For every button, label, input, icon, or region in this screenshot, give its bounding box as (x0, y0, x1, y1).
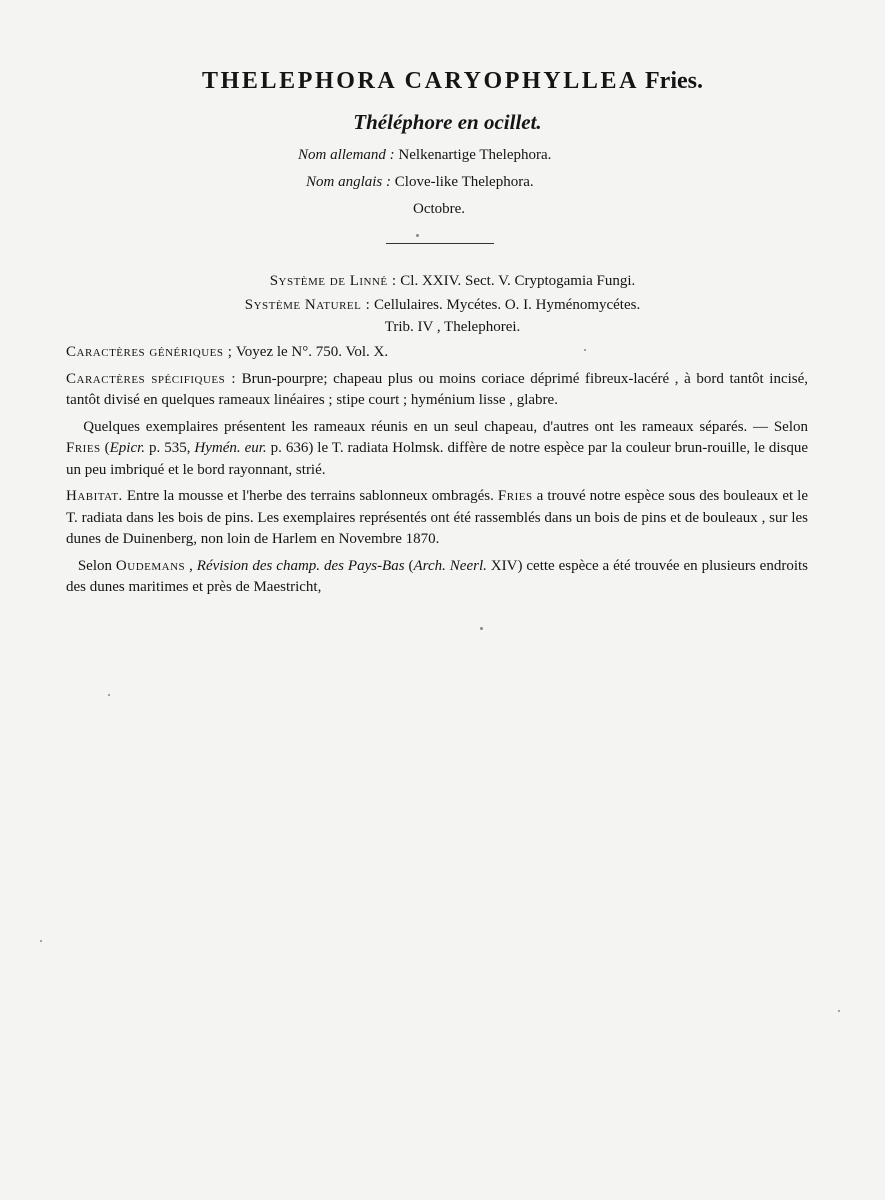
german-label: Nom allemand : (298, 147, 395, 163)
divider-rule (386, 243, 494, 244)
page-title (0, 68, 885, 95)
english-value: Clove-like Thelephora. (394, 174, 534, 190)
speck (416, 234, 419, 237)
habitat-text1: Entre la mousse et l'herbe des terrains sablonneux ombragés. (126, 488, 494, 504)
habitat-label: Habitat. (66, 488, 123, 504)
german-name-row (298, 147, 551, 164)
speck (40, 940, 42, 942)
species-name: THELEPHORA CARYOPHYLLEA (202, 68, 640, 94)
habitat-paragraph (66, 486, 808, 551)
specifiques-label: Caractères spécifiques : (66, 370, 237, 387)
p3-mid: p. 535, (145, 440, 195, 456)
natural-system-tribe: Trib. IV , Thelephorei. (384, 319, 521, 335)
speck (108, 694, 110, 696)
generiques-text: Voyez le N°. 750. Vol. X. (235, 344, 389, 360)
specifiques-text: Brun-pourpre; chapeau plus ou moins coriace déprimé fibreux-lacéré , à bord tantôt incisé, tantôt divisé en quelques rameaux linéaires ; stipe court ; hyménium lisse , glabre. (66, 370, 809, 408)
generic-characters (66, 342, 808, 364)
linne-value: Cl. XXIV. Sect. V. Cryptogamia Fungi. (400, 273, 636, 289)
french-name: Théléphore en ocillet. (353, 110, 542, 134)
linne-label: Système de Linné : (269, 273, 397, 289)
p3-rest: p. 636) le T. radiata Holmsk. diffère de notre espèce par la couleur brun-rouille, le disque un peu imbriqué et le bord rayonnant, strié. (66, 440, 809, 478)
p5-selon: Selon (77, 557, 112, 574)
description-body (66, 342, 808, 604)
naturel-label: Système Naturel : (244, 297, 371, 313)
german-value: Nelkenartige Thelephora. (398, 147, 552, 163)
distribution-paragraph (66, 556, 808, 599)
fries-ref: Fries (66, 440, 101, 456)
linne-system (0, 273, 885, 290)
comparison-paragraph (66, 417, 808, 482)
natural-system (0, 297, 885, 314)
speck (584, 349, 586, 351)
p5-comma: , (185, 557, 197, 574)
epicr-ref: Epicr. (109, 440, 146, 456)
specific-characters (66, 369, 808, 412)
arch-ref: Arch. Neerl. (413, 557, 487, 574)
p5-paren: ( (404, 557, 414, 574)
speck (838, 1010, 840, 1012)
author-name: Fries. (645, 68, 703, 94)
p5-rest: XIV) cette espèce a été trouvée en plusieurs endroits des dunes maritimes et près de Maestricht, (66, 557, 808, 595)
hymen-ref: Hymén. eur. (194, 440, 267, 456)
p3-text: Quelques exemplaires présentent les rameaux réunis en un seul chapeau, d'autres ont les rameaux séparés. — Selon (83, 418, 808, 435)
english-name-row (306, 174, 534, 191)
oudemans-ref: Oudemans (115, 557, 186, 574)
p3-paren: ( (100, 440, 110, 456)
speck (480, 627, 483, 630)
revision-ref: Révision des champ. des Pays-Bas (196, 557, 405, 574)
generiques-label: Caractères génériques ; (66, 344, 233, 360)
naturel-value: Cellulaires. Mycétes. O. I. Hyménomycétes. (374, 297, 641, 313)
habitat-text2: a trouvé notre espèce sous des bouleaux et le T. radiata dans les bois de pins. Les exemplaires représentés ont été rassemblés dans un bois de pins et de bouleaux , sur les dunes de Duinenberg, non loin de Harlem en Novembre 1870. (66, 488, 809, 547)
english-label: Nom anglais : (306, 174, 392, 190)
habitat-fries: Fries (497, 488, 533, 504)
month: Octobre. (413, 201, 466, 217)
